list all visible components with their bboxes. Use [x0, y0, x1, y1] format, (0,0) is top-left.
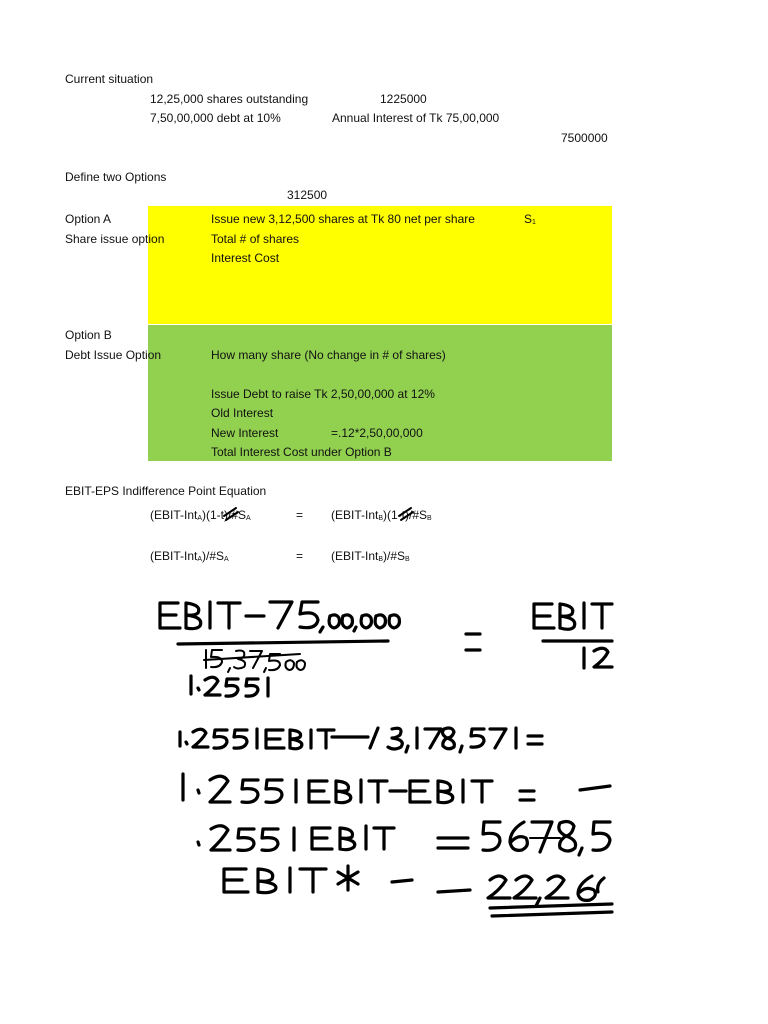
debt-label: 7,50,00,000 debt at 10%	[150, 111, 281, 125]
option-b-total-interest: Total Interest Cost under Option B	[211, 445, 392, 459]
equation2-left: $(EBIT-Int_A)/\#S_A$	[150, 549, 229, 563]
handwriting-equals-1	[466, 634, 480, 650]
ebit-eps-heading: EBIT-EPS Indifference Point Equation	[65, 484, 267, 498]
handwriting-ratio	[191, 676, 268, 696]
handwriting-line1-left	[160, 602, 399, 632]
handwriting-line1-right	[534, 603, 612, 629]
option-a-s1-label: $S_1$	[524, 212, 536, 226]
current-situation-heading: Current situation	[65, 72, 154, 86]
option-b-title: Option B	[65, 328, 112, 342]
handwriting-line5	[224, 866, 612, 916]
equation2-equals: =	[296, 549, 304, 563]
handwriting-denominator-right	[584, 648, 612, 668]
option-a-title: Option A	[65, 212, 112, 226]
option-b-new-interest-label: New Interest	[211, 426, 279, 440]
handwriting-line3	[183, 774, 610, 803]
option-a-issue-line: Issue new 3,12,500 shares at Tk 80 net per share	[211, 212, 475, 226]
option-a-subtitle: Share issue option	[65, 232, 165, 246]
option-a-interest-cost: Interest Cost	[211, 251, 280, 265]
option-b-new-interest-formula: =.12*2,50,00,000	[331, 426, 423, 440]
option-b-shares-line: How many share (No change in # of shares)	[211, 348, 446, 362]
option-b-old-interest: Old Interest	[211, 406, 274, 420]
annual-interest-value: 7500000	[561, 131, 608, 145]
define-options-heading: Define two Options	[65, 170, 167, 184]
option-b-issue-debt-line: Issue Debt to raise Tk 2,50,00,000 at 12%	[211, 387, 435, 401]
option-b-subtitle: Debt Issue Option	[65, 348, 162, 362]
handwriting-line2	[180, 728, 542, 752]
equation1-left: $(EBIT-Int_A)(1-t)/\#S_A$	[150, 508, 251, 522]
handwriting-line4	[198, 822, 610, 855]
equation1-right: $(EBIT-Int_B)(1-t)/\#S_B$	[331, 508, 432, 522]
annual-interest-label: Annual Interest of Tk 75,00,000	[332, 111, 500, 125]
shares-outstanding-value: 1225000	[380, 92, 427, 106]
shares-outstanding-label: 12,25,000 shares outstanding	[150, 92, 309, 106]
option-a-total-shares: Total # of shares	[211, 232, 300, 246]
handwriting-denominator-left	[204, 650, 305, 672]
equation1-equals: =	[296, 508, 304, 522]
equation2-right: $(EBIT-Int_B)/\#S_B$	[331, 549, 410, 563]
new-shares-value: 312500	[287, 188, 328, 202]
